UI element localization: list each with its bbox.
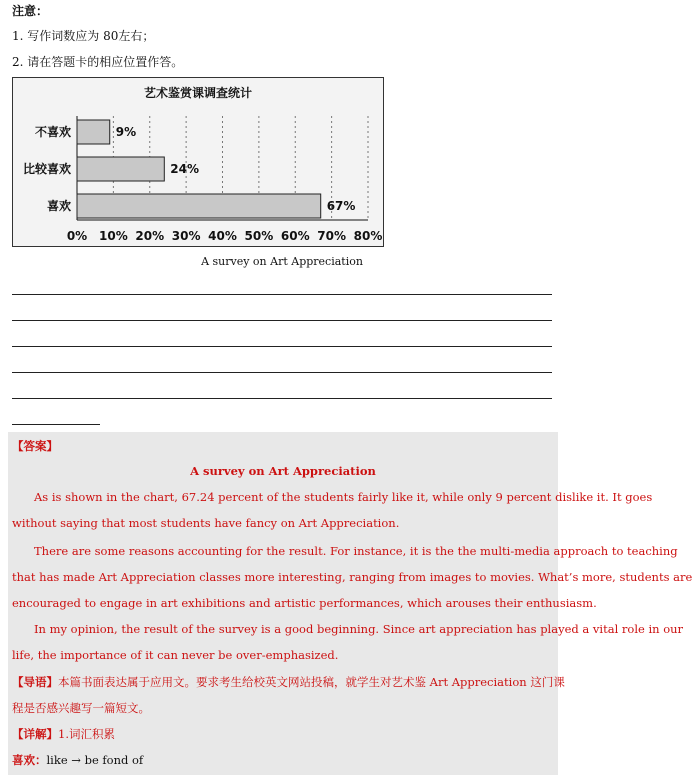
category-label-2: 比较喜欢 — [22, 162, 71, 176]
vocab-label: 喜欢： — [12, 753, 47, 767]
value-label-1: 9% — [115, 125, 137, 139]
x-tick-label: 50% — [244, 229, 274, 243]
notice-item-1: 1. 写作词数应为 80左右； — [12, 29, 155, 43]
category-label-3: 喜欢 — [46, 199, 71, 213]
answer-paragraph-1a: As is shown in the chart, 67.24 percent of the students fairly like it, while only 9 percent dislike it. It goes — [34, 490, 653, 504]
value-label-2: 24% — [170, 162, 200, 176]
guide-label: 【导语】 — [12, 675, 58, 689]
x-tick-label: 10% — [99, 229, 128, 243]
x-tick-label: 0% — [66, 229, 88, 243]
x-tick-label: 80% — [353, 229, 383, 243]
x-tick-label: 30% — [171, 229, 201, 243]
bar-1 — [77, 120, 110, 144]
answer-panel — [8, 432, 692, 775]
detail-line — [12, 726, 115, 742]
answer-paragraph-1b: without saying that most students have fancy on Art Appreciation. — [12, 516, 400, 530]
chart-caption: A survey on Art Appreciation — [201, 255, 363, 268]
answer-line-3[interactable] — [12, 346, 552, 347]
notice-item-2: 2. 请在答题卡的相应位置作答。 — [12, 55, 184, 69]
notice-heading: 注意： — [12, 4, 49, 18]
answer-paragraph-2a: There are some reasons accounting for the result. For instance, it is the the multi-media approach to teaching — [34, 544, 678, 558]
x-tick-label: 60% — [280, 229, 310, 243]
answer-paragraph-2c: encouraged to engage in art exhibitions and artistic performances, which arouses their enthusiasm. — [12, 596, 597, 610]
answer-line-4[interactable] — [12, 372, 552, 373]
answer-title: A survey on Art Appreciation — [190, 464, 376, 478]
chart-canvas — [13, 78, 383, 246]
x-tick-label: 40% — [208, 229, 237, 243]
guide-line-2: 程是否感兴趣写一篇短文。 — [12, 701, 150, 715]
vocab-line — [12, 752, 143, 768]
bar-2 — [77, 157, 164, 181]
guide-line-1 — [12, 674, 565, 690]
detail-text: 1.词汇积累 — [58, 727, 115, 741]
vocab-text: like → be fond of — [46, 753, 144, 767]
value-label-3: 67% — [326, 199, 356, 213]
category-label-1: 不喜欢 — [34, 125, 71, 139]
answer-line-1[interactable] — [12, 294, 552, 295]
survey-chart — [12, 77, 384, 247]
detail-label: 【详解】 — [12, 727, 58, 741]
answer-paragraph-3a: In my opinion, the result of the survey is a good beginning. Since art appreciation has played a vital role in our — [34, 622, 684, 636]
answer-line-2[interactable] — [12, 320, 552, 321]
x-tick-label: 20% — [135, 229, 165, 243]
answer-line-short[interactable] — [12, 424, 100, 425]
answer-paragraph-2b: that has made Art Appreciation classes more interesting, ranging from images to movies. What’s more, students are — [12, 570, 692, 584]
answer-line-5[interactable] — [12, 398, 552, 399]
x-tick-label: 70% — [317, 229, 346, 243]
answer-paragraph-3b: life, the importance of it can never be over-emphasized. — [12, 648, 339, 662]
answer-label: 【答案】 — [12, 439, 58, 453]
bar-3 — [77, 194, 321, 218]
guide-text: 本篇书面表达属于应用文。要求考生给校英文网站投稿，就学生对艺术鉴 Art Appreciation 这门课 — [58, 675, 565, 689]
chart-title: 艺术鉴赏课调查统计 — [143, 86, 252, 100]
